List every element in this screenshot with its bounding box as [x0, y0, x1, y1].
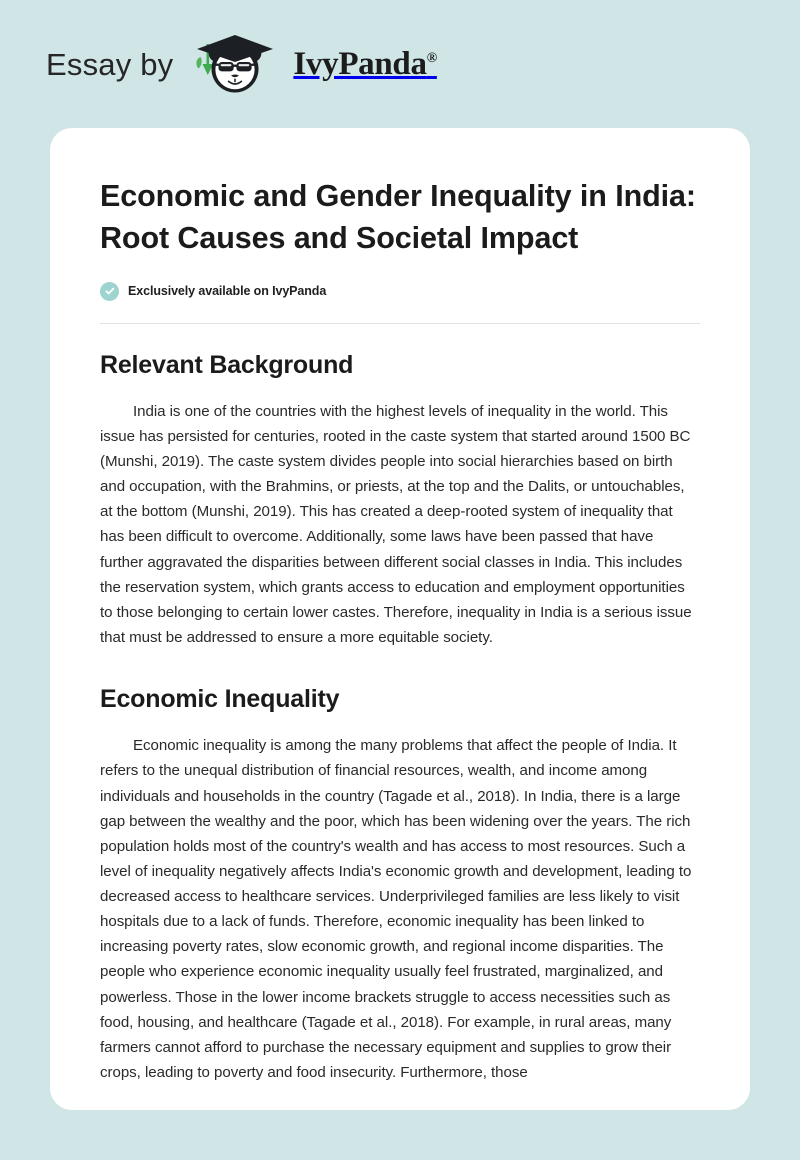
page-title: Economic and Gender Inequality in India: Root Causes and Societal Impact [100, 179, 696, 255]
document-card [50, 128, 750, 1110]
brand-name-text: IvyPanda [293, 45, 427, 82]
section-paragraph-economic-inequality: Economic inequality is among the many problems that affect the people of India. It refers to the unequal distribution of financial resources, wealth, and income among individuals and households in the country (Tagade et al., 2018). In India, there is a large gap between the wealthy and the poor, which has been widening over the years. The rich population holds most of the country's wealth and has access to most resources. Such a level of inequality negatively affects India's economic growth and development, leading to decreased access to healthcare services. Underprivileged families are less likely to visit hospitals due to a lack of funds. Therefore, economic inequality has been linked to increasing poverty rates, slow economic growth, and regional income disparities. The people who experience economic inequality usually feel frustrated, marginalized, and powerless. Those in the lower income brackets struggle to access necessities such as food, housing, and healthcare (Tagade et al., 2018). For example, in rural areas, many farmers cannot afford to purchase the necessary equipment and supplies to grow their crops, leading to poverty and food insecurity. Furthermore, those [100, 737, 692, 1081]
ivypanda-logo-link[interactable] [187, 31, 436, 97]
essay-by-label: Essay by [46, 46, 174, 82]
section-heading-relevant-background: Relevant Background [100, 350, 354, 379]
section-heading-economic-inequality: Economic Inequality [100, 685, 340, 714]
check-circle-icon [100, 282, 119, 301]
section-paragraph-relevant-background: India is one of the countries with the highest levels of inequality in the world. This issue has persisted for centuries, rooted in the caste system that started around 1500 BC (Munshi, 2019). The caste system divides people into social hierarchies based on birth and occupation, with the Brahmins, or priests, at the top and the Dalits, or untouchables, at the bottom (Munshi, 2019). This has created a deep-rooted system of inequality that has been difficult to overcome. Additionally, some laws have been passed that have further aggravated the disparities between different social classes in India. This includes the reservation system, which grants access to education and employment opportunities to those belonging to certain lower castes. Therefore, inequality in India is a serious issue that must be addressed to ensure a more equitable society. [100, 402, 692, 646]
brand-lockup [46, 31, 437, 97]
exclusivity-badge [100, 282, 700, 301]
header-divider [100, 323, 700, 324]
panda-graduate-icon [187, 31, 283, 97]
status-badge-label: Exclusively available on IvyPanda [128, 284, 327, 299]
registered-trademark-icon: ® [426, 50, 437, 66]
brand-wordmark [293, 45, 437, 82]
brand-header [0, 0, 800, 128]
